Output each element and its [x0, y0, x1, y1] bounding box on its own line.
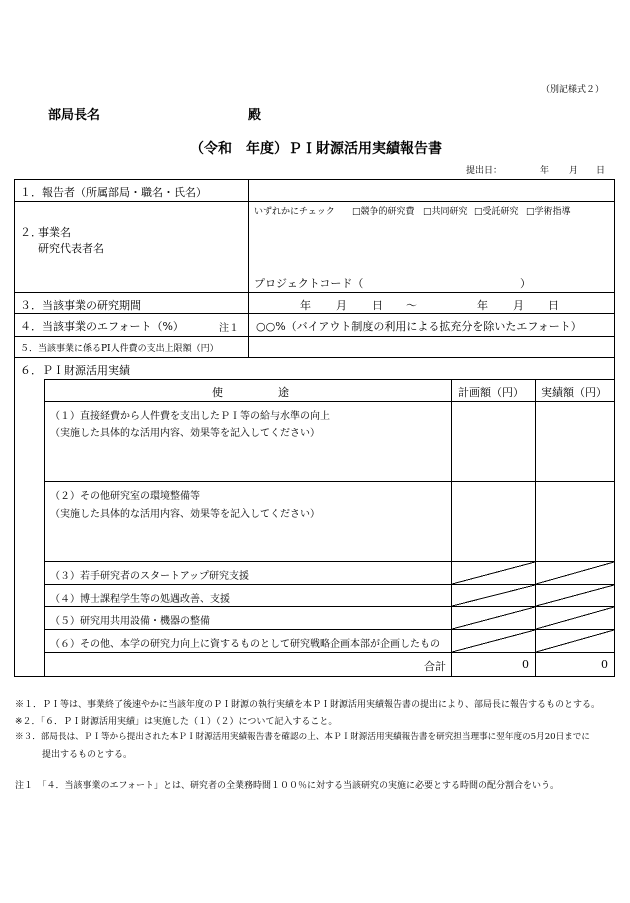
check-hint: いずれかにチェック: [254, 207, 335, 217]
project-name-label: 事業名: [38, 226, 71, 239]
header-actual: 実績額（円）: [541, 386, 607, 399]
item2-detail-field[interactable]: [50, 520, 448, 558]
item1-detail-field[interactable]: [50, 440, 448, 478]
item1-label: （１）直接経費から人件費を支出したＰＩ等の給与水準の向上: [50, 411, 330, 422]
submit-date-month: 月: [569, 166, 579, 176]
pi-salary-cap-field[interactable]: [250, 338, 613, 356]
note-3-cont: 提出するものとする。: [42, 750, 133, 760]
effort-note: 注１: [219, 323, 239, 334]
checkbox-joint-research[interactable]: □共同研究: [423, 207, 468, 217]
total-label: 合計: [424, 660, 446, 673]
project-field[interactable]: [250, 218, 613, 268]
reporter-field[interactable]: [250, 181, 613, 200]
addressee-honorific: 殿: [248, 108, 262, 123]
note-2: ※２．「６．ＰＩ財源活用実績」は実施した（１）（２）について記入すること。: [15, 717, 338, 727]
project-code-input[interactable]: [376, 272, 516, 290]
addressee-name: 部局長名: [48, 108, 101, 123]
note-3: ※３．部局長は、ＰＩ等から提出された本ＰＩ財源活用実績報告書を確認の上、本ＰＩ財源活用実績報告書を研究担当理事に翌年度の5月20日までに: [15, 732, 590, 742]
item1-hint: （実施した具体的な活用内容、効果等を記入してください）: [50, 428, 320, 439]
item6-label: （６）その他、本学の研究力向上に資するものとして研究戦略企画本部が企画したもの: [50, 639, 440, 650]
pi-usage-label: ６．ＰＩ財源活用実績: [20, 364, 130, 377]
total-plan: 0: [522, 658, 529, 671]
submit-date-year: 年: [540, 166, 550, 176]
header-plan: 計画額（円）: [458, 386, 524, 399]
period-start-day[interactable]: 日: [372, 299, 383, 312]
total-actual: 0: [601, 658, 608, 671]
checkbox-academic-guidance[interactable]: □学術指導: [526, 207, 571, 217]
checkbox-contract-research[interactable]: □受託研究: [474, 207, 519, 217]
submit-date-day: 日: [596, 166, 606, 176]
reporter-label: １．報告者（所属部局・職名・氏名）: [20, 186, 207, 199]
item4-label: （４）博士課程学生等の処遇改善、支援: [50, 594, 230, 605]
project-code-end: ）: [520, 277, 531, 290]
project-num: ２．: [20, 226, 42, 239]
period-start-month[interactable]: 月: [336, 299, 347, 312]
period-start-year[interactable]: 年: [300, 299, 311, 312]
item2-label: （２）その他研究室の環境整備等: [50, 491, 200, 502]
period-end-day[interactable]: 日: [548, 299, 559, 312]
checkbox-competitive-funds[interactable]: □競争的研究費: [352, 207, 415, 217]
period-label: ３．当該事業の研究期間: [20, 299, 141, 312]
item1-plan-field[interactable]: [453, 403, 533, 480]
pi-salary-cap-label: ５．当該事業に係るPI人件費の支出上限額（円）: [20, 344, 219, 354]
project-code-label: プロジェクトコード（: [254, 277, 364, 290]
item5-label: （５）研究用共用設備・機器の整備: [50, 616, 210, 627]
page-title: （令和 年度）ＰＩ財源活用実績報告書: [190, 141, 442, 157]
note-1: ※１．ＰＩ等は、事業終了後速やかに当該年度のＰＩ財源の執行実績を本ＰＩ財源活用実績報告書の提出により、部局長に報告するものとする。: [15, 700, 601, 710]
item2-plan-field[interactable]: [453, 483, 533, 560]
period-tilde: ～: [406, 299, 417, 312]
item1-actual-field[interactable]: [537, 403, 613, 480]
pi-name-label: 研究代表者名: [38, 242, 104, 255]
effort-label: ４．当該事業のエフォート（%）: [20, 320, 184, 333]
item2-actual-field[interactable]: [537, 483, 613, 560]
period-end-year[interactable]: 年: [477, 299, 488, 312]
footnote-1: 注１ 「４．当該事業のエフォート」とは、研究者の全業務時間１００％に対する当該研究の実施に必要とする時間の配分割合をいう。: [15, 781, 560, 791]
period-end-month[interactable]: 月: [513, 299, 524, 312]
item3-label: （３）若手研究者のスタートアップ研究支援: [50, 571, 249, 582]
submit-date-label: 提出日：: [466, 166, 503, 176]
effort-value[interactable]: ○○%（バイアウト制度の利用による拡充分を除いたエフォート）: [256, 320, 582, 333]
item2-hint: （実施した具体的な活用内容、効果等を記入してください）: [50, 509, 320, 520]
header-usage: 使 途: [212, 386, 289, 399]
form-id: （別記様式２）: [540, 85, 604, 95]
